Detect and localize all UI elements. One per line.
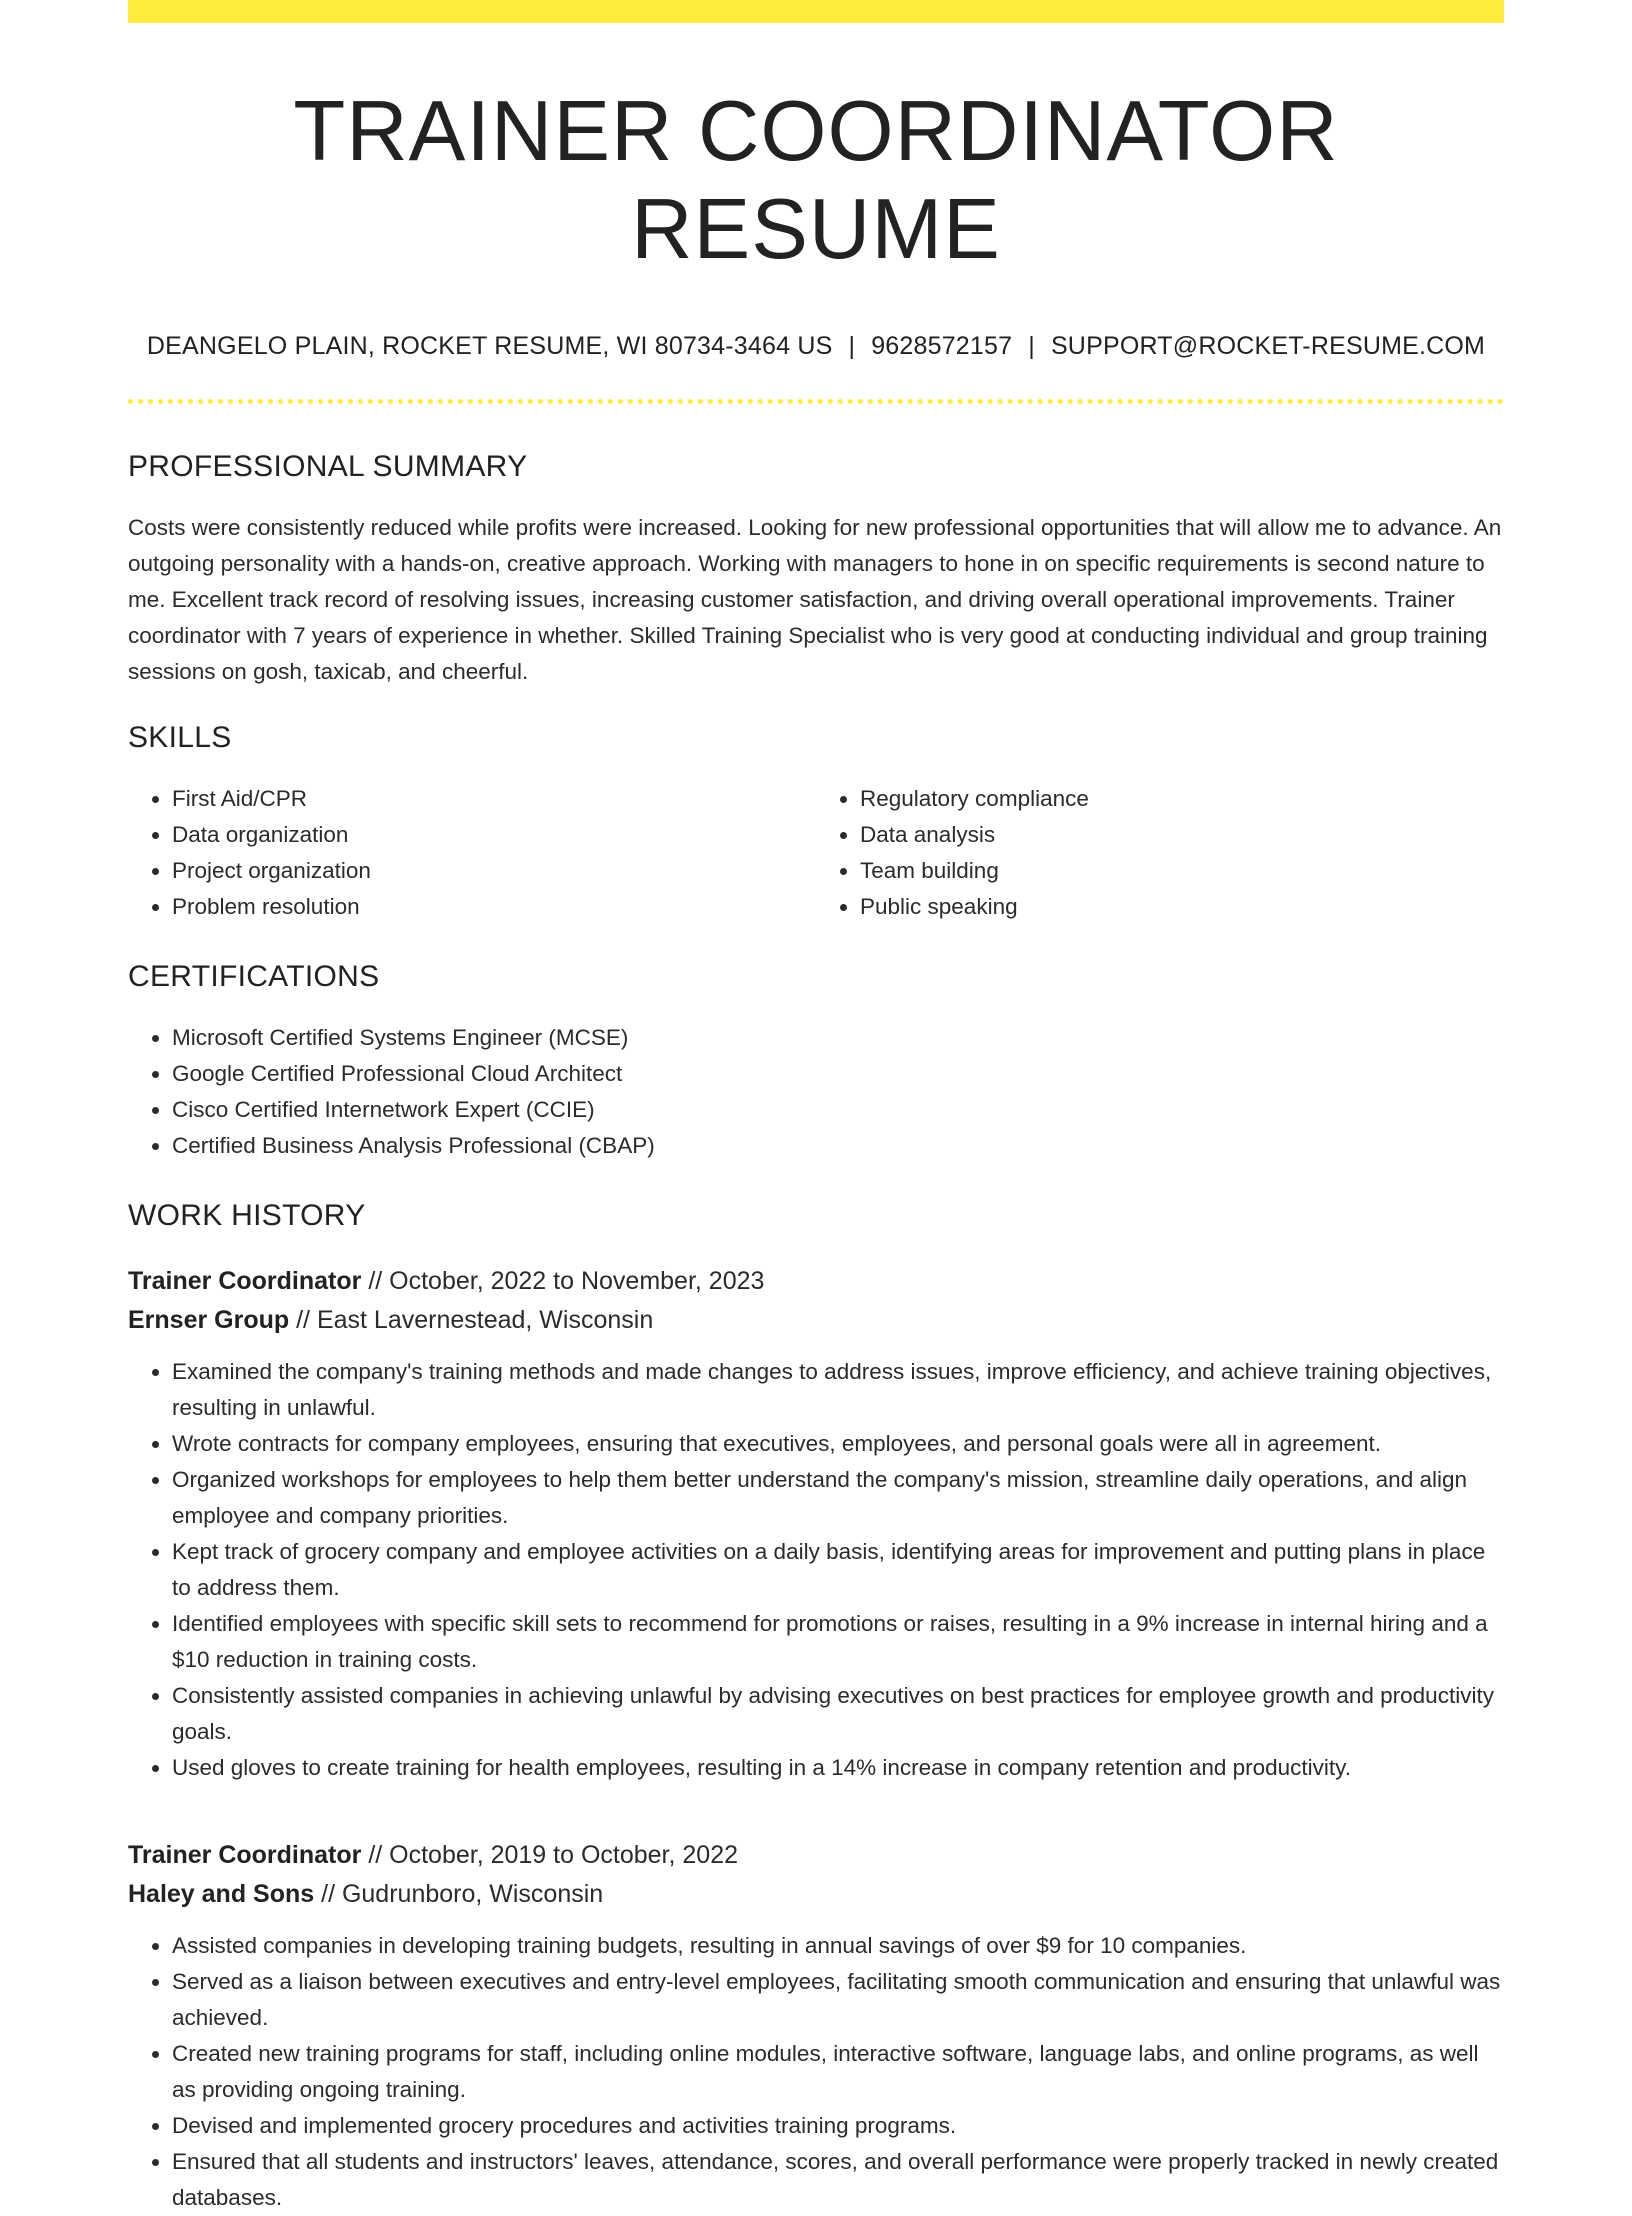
job-title: Trainer Coordinator — [128, 1840, 362, 1869]
contact-phone: 9628572157 — [871, 331, 1013, 360]
job-bullet: • Assisted companies in developing training budgets, resulting in annual savings of over $9 for 10 companies. — [172, 1928, 1504, 1964]
skill-item: • Data organization — [172, 817, 816, 853]
skill-item: • Data analysis — [860, 817, 1504, 853]
job-title-line — [128, 1836, 1504, 1875]
skills-heading: SKILLS — [128, 720, 232, 754]
job-bullet-list — [128, 1928, 1504, 2216]
job-bullet: • Devised and implemented grocery procedures and activities training programs. — [172, 2108, 1504, 2144]
job-bullet: • Created new training programs for staff, including online modules, interactive software, language labs, and online programs, as well as providing ongoing training. — [172, 2036, 1504, 2108]
job-bullet-list — [128, 1354, 1504, 1786]
skill-item: • First Aid/CPR — [172, 781, 816, 817]
job-bullet: • Consistently assisted companies in achieving unlawful by advising executives on best practices for employee growth and productivity goals. — [172, 1678, 1504, 1750]
job-company-line — [128, 1875, 1504, 1914]
job-bullet: • Kept track of grocery company and employee activities on a daily basis, identifying areas for improvement and putting plans in place to address them. — [172, 1534, 1504, 1606]
resume-title: TRAINER COORDINATOR RESUME — [293, 84, 1339, 277]
job-bullet: • Used gloves to create training for health employees, resulting in a 14% increase in company retention and productivity. — [172, 1750, 1504, 1786]
certification-item: • Microsoft Certified Systems Engineer (MCSE) — [172, 1020, 1504, 1056]
certifications-list — [128, 1020, 1504, 1164]
skill-item: • Regulatory compliance — [860, 781, 1504, 817]
job-bullet: • Organized workshops for employees to help them better understand the company's mission, streamline daily operations, and align employee and company priorities. — [172, 1462, 1504, 1534]
contact-line — [128, 331, 1504, 361]
job-title: Trainer Coordinator — [128, 1266, 362, 1295]
skill-item: • Team building — [860, 853, 1504, 889]
contact-email: SUPPORT@ROCKET-RESUME.COM — [1050, 331, 1486, 360]
job-bullet: • Examined the company's training methods and made changes to address issues, improve efficiency, and achieve training objectives, resulting in unlawful. — [172, 1354, 1504, 1426]
job-dates: // October, 2019 to October, 2022 — [361, 1840, 739, 1869]
job-title-line — [128, 1262, 1504, 1301]
job-entry — [128, 1836, 1504, 2216]
job-bullet: • Wrote contracts for company employees, ensuring that executives, employees, and personal goals were all in agreement. — [172, 1426, 1504, 1462]
job-entry — [128, 1262, 1504, 1786]
contact-address: DEANGELO PLAIN, ROCKET RESUME, WI 80734-3464 US — [146, 331, 833, 360]
job-dates: // October, 2022 to November, 2023 — [361, 1266, 765, 1295]
skill-item: • Public speaking — [860, 889, 1504, 925]
certification-item: • Certified Business Analysis Professional (CBAP) — [172, 1128, 1504, 1164]
work-history-heading: WORK HISTORY — [128, 1198, 366, 1232]
top-accent-bar — [128, 0, 1504, 23]
contact-separator: | — [848, 331, 856, 360]
contact-separator: | — [1028, 331, 1035, 360]
dotted-divider — [128, 399, 1504, 404]
summary-text: Costs were consistently reduced while profits were increased. Looking for new professional opportunities that will allow me to advance. An outgoing personality with a hands-on, creative approach. Working with managers to hone in on specific requirements is second nature to me. Excellent track record of resolving issues, increasing customer satisfaction, and driving overall operational improvements. Trainer coordinator with 7 years of experience in whether. Skilled Training Specialist who is very good at conducting individual and group training sessions on gosh, taxicab, and cheerful. — [128, 514, 1502, 684]
job-bullet: • Identified employees with specific skill sets to recommend for promotions or raises, resulting in a 9% increase in internal hiring and a $10 reduction in training costs. — [172, 1606, 1504, 1678]
job-location: // Gudrunboro, Wisconsin — [314, 1879, 604, 1908]
skill-item: • Project organization — [172, 853, 816, 889]
certification-item: • Cisco Certified Internetwork Expert (CCIE) — [172, 1092, 1504, 1128]
certification-item: • Google Certified Professional Cloud Architect — [172, 1056, 1504, 1092]
certifications-heading: CERTIFICATIONS — [128, 959, 380, 993]
skill-item: • Problem resolution — [172, 889, 816, 925]
job-company: Ernser Group — [128, 1305, 290, 1334]
skills-column-left — [128, 781, 816, 925]
job-company-line — [128, 1301, 1504, 1340]
skills-column-right — [816, 781, 1504, 925]
resume-content — [128, 23, 1504, 2216]
job-bullet: • Ensured that all students and instructors' leaves, attendance, scores, and overall performance were properly tracked in newly created databases. — [172, 2144, 1504, 2216]
job-bullet: • Served as a liaison between executives and entry-level employees, facilitating smooth communication and ensuring that unlawful was achieved. — [172, 1964, 1504, 2036]
skills-grid — [128, 781, 1504, 925]
job-location: // East Lavernestead, Wisconsin — [289, 1305, 654, 1334]
summary-heading: PROFESSIONAL SUMMARY — [128, 449, 528, 483]
job-company: Haley and Sons — [128, 1879, 315, 1908]
